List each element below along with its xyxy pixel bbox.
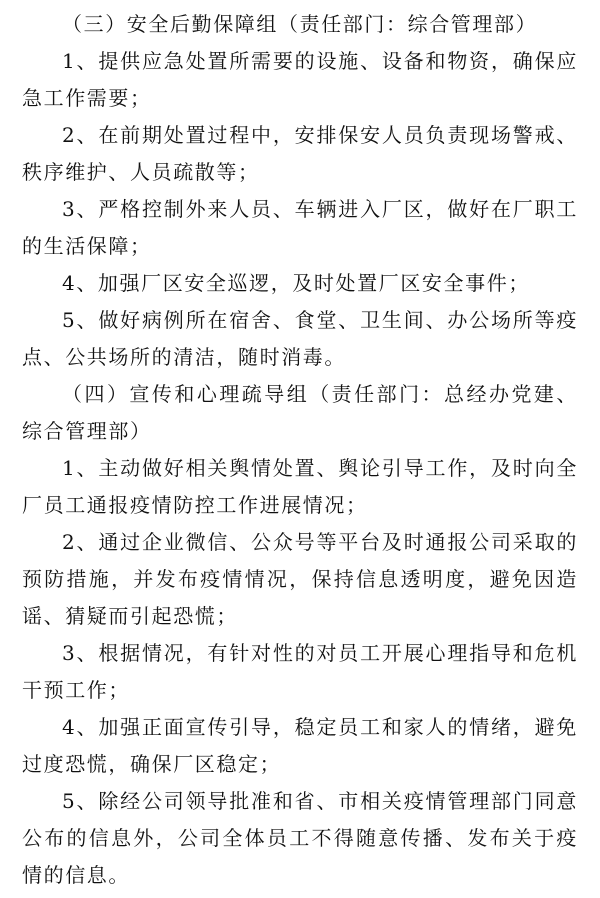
list-item: 5、除经公司领导批准和省、市相关疫情管理部门同意公布的信息外，公司全体员工不得随意传播、发布关于疫情的信息。 [22, 789, 578, 887]
list-item: 4、加强正面宣传引导，稳定员工和家人的情绪，避免过度恐慌，确保厂区稳定； [22, 715, 578, 776]
list-item: 2、通过企业微信、公众号等平台及时通报公司采取的预防措施，并发布疫情情况，保持信息透明度，避免因造谣、猜疑而引起恐慌； [22, 530, 578, 628]
section-publicity-counseling [22, 376, 578, 894]
list-item: 1、提供应急处置所需要的设施、设备和物资，确保应急工作需要； [22, 49, 578, 110]
list-item: 5、做好病例所在宿舍、食堂、卫生间、办公场所等疫点、公共场所的清洁，随时消毒。 [22, 308, 578, 369]
list-item: 4、加强厂区安全巡逻，及时处置厂区安全事件； [62, 271, 530, 295]
list-item: 3、根据情况，有针对性的对员工开展心理指导和危机干预工作； [22, 641, 578, 702]
list-item: 3、严格控制外来人员、车辆进入厂区，做好在厂职工的生活保障； [22, 197, 578, 258]
section-heading: （三）安全后勤保障组（责任部门：综合管理部） [62, 12, 538, 36]
list-item: 1、主动做好相关舆情处置、舆论引导工作，及时向全厂员工通报疫情防控工作进展情况； [22, 456, 578, 517]
section-security-logistics [22, 6, 578, 376]
document-body [22, 6, 578, 894]
list-item: 2、在前期处置过程中，安排保安人员负责现场警戒、秩序维护、人员疏散等； [22, 123, 578, 184]
section-heading: （四）宣传和心理疏导组（责任部门：总经办党建、综合管理部） [22, 382, 578, 443]
